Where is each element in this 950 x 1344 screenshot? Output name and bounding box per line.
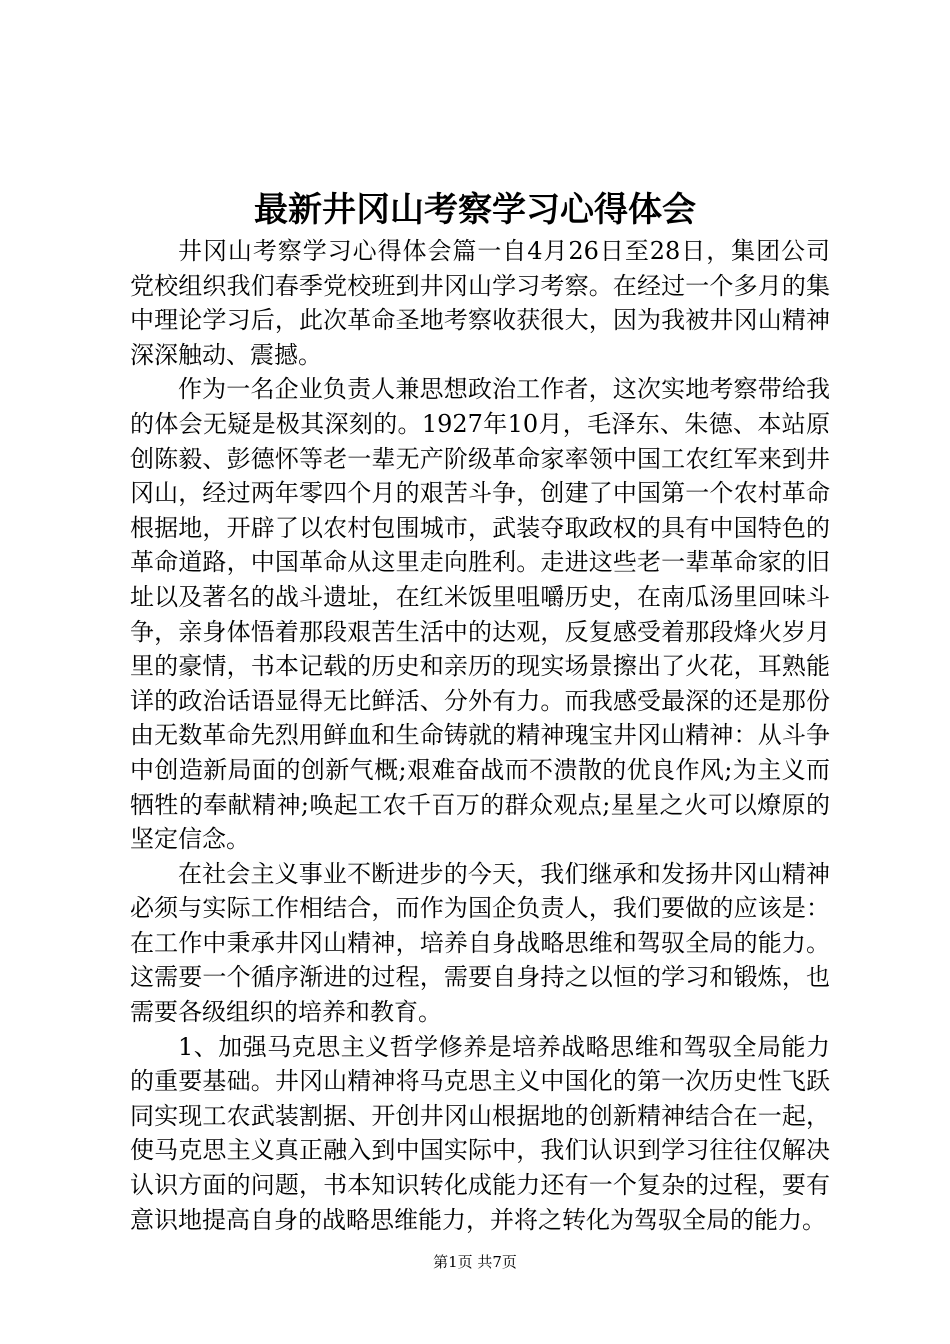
paragraph-1: 井冈山考察学习心得体会篇一自4月26日至28日，集团公司党校组织我们春季党校班到井冈山学习考察。在经过一个多月的集中理论学习后，此次革命圣地考察收获很大，因为我被井冈山精神深深触动、震撼。 bbox=[130, 237, 830, 369]
paragraph-3: 在社会主义事业不断进步的今天，我们继承和发扬井冈山精神必须与实际工作相结合，而作为国企负责人，我们要做的应该是：在工作中秉承井冈山精神，培养自身战略思维和驾驭全局的能力。这需要一个循序渐进的过程，需要自身持之以恒的学习和锻炼，也需要各级组织的培养和教育。 bbox=[130, 859, 830, 1027]
page-footer: 第1页 共7页 bbox=[433, 1253, 517, 1271]
paragraph-4: 1、加强马克思主义哲学修养是培养战略思维和驾驭全局能力的重要基础。井冈山精神将马克思主义中国化的第一次历史性飞跃同实现工农武装割据、开创井冈山根据地的创新精神结合在一起，使马克思主义真正融入到中国实际中，我们认识到学习往往仅解决认识方面的问题，书本知识转化成能力还有一个复杂的过程，要有意识地提高自身的战略思维能力，并将之转化为驾驭全局的能力。 bbox=[130, 1032, 830, 1234]
paragraph-2: 作为一名企业负责人兼思想政治工作者，这次实地考察带给我的体会无疑是极其深刻的。1927年10月，毛泽东、朱德、本站原创陈毅、彭德怀等老一辈无产阶级革命家率领中国工农红军来到井冈山，经过两年零四个月的艰苦斗争，创建了中国第一个农村革命根据地，开辟了以农村包围城市，武装夺取政权的具有中国特色的革命道路，中国革命从这里走向胜利。走进这些老一辈革命家的旧址以及著名的战斗遗址，在红米饭里咀嚼历史，在南瓜汤里回味斗争，亲身体悟着那段艰苦生活中的达观，反复感受着那段烽火岁月里的豪情，书本记载的历史和亲历的现实场景擦出了火花，耳熟能详的政治话语显得无比鲜活、分外有力。而我感受最深的还是那份由无数革命先烈用鲜血和生命铸就的精神瑰宝井冈山精神：从斗争中创造新局面的创新气概;艰难奋战而不溃散的优良作风;为主义而牺牲的奉献精神;唤起工农千百万的群众观点;星星之火可以燎原的坚定信念。 bbox=[130, 375, 830, 854]
document-title: 最新井冈山考察学习心得体会 bbox=[254, 190, 696, 230]
document-body bbox=[130, 234, 830, 1237]
